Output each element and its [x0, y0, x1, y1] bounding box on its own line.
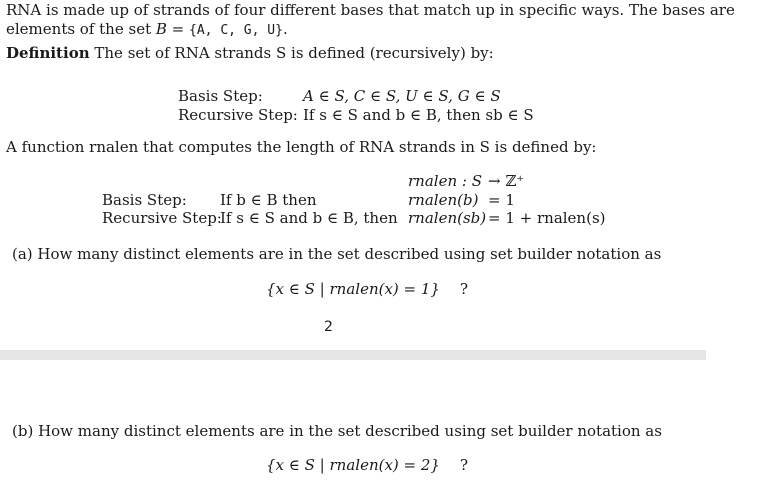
- intro-line-2: [6, 19, 288, 41]
- section-divider: [0, 350, 706, 360]
- definition-heading: [6, 43, 494, 63]
- function-recursive-cond: If s ∈ S and b ∈ B, then: [220, 209, 398, 227]
- question-b-qmark: ?: [460, 456, 469, 474]
- function-signature: rnalen : S: [408, 172, 482, 190]
- intro-line-1: RNA is made up of strands of four different bases that match up in specific ways. The bases are: [6, 1, 735, 19]
- set-b-symbol: B =: [155, 20, 190, 38]
- function-basis-lhs: rnalen(b): [408, 191, 479, 209]
- intro-line-2-suffix: .: [282, 20, 288, 38]
- function-recursive-rhs: = 1 + rnalen(s): [488, 209, 606, 227]
- function-recursive-lhs: rnalen(sb): [408, 209, 487, 227]
- function-intro: A function rnalen that computes the length of RNA strands in S is defined by:: [6, 138, 597, 156]
- question-a-answer[interactable]: 2: [324, 319, 333, 335]
- function-basis-rhs: = 1: [488, 191, 515, 209]
- definition-basis-rule: A ∈ S, C ∈ S, U ∈ S, G ∈ S: [303, 87, 501, 105]
- question-a-text: (a) How many distinct elements are in the set described using set builder notation as: [12, 245, 662, 263]
- function-basis-label: Basis Step:: [102, 191, 187, 209]
- function-basis-cond: If b ∈ B then: [220, 191, 317, 209]
- question-a-set: {x ∈ S | rnalen(x) = 1}: [266, 280, 440, 298]
- definition-basis-label: Basis Step:: [178, 87, 263, 105]
- question-b-set: {x ∈ S | rnalen(x) = 2}: [266, 456, 440, 474]
- definition-label: Definition: [6, 44, 90, 62]
- function-codomain: → ℤ⁺: [488, 172, 525, 190]
- function-recursive-label: Recursive Step:: [102, 209, 222, 227]
- definition-recursive-label: Recursive Step:: [178, 106, 298, 124]
- question-b-text: (b) How many distinct elements are in the set described using set builder notation as: [12, 422, 662, 440]
- intro-line-2-prefix: elements of the set: [6, 20, 156, 38]
- question-a-qmark: ?: [460, 280, 469, 298]
- definition-recursive-rule: If s ∈ S and b ∈ B, then sb ∈ S: [303, 106, 534, 124]
- definition-text: The set of RNA strands S is defined (recursively) by:: [89, 44, 494, 62]
- set-b-elements: {A, C, G, U}: [189, 23, 283, 38]
